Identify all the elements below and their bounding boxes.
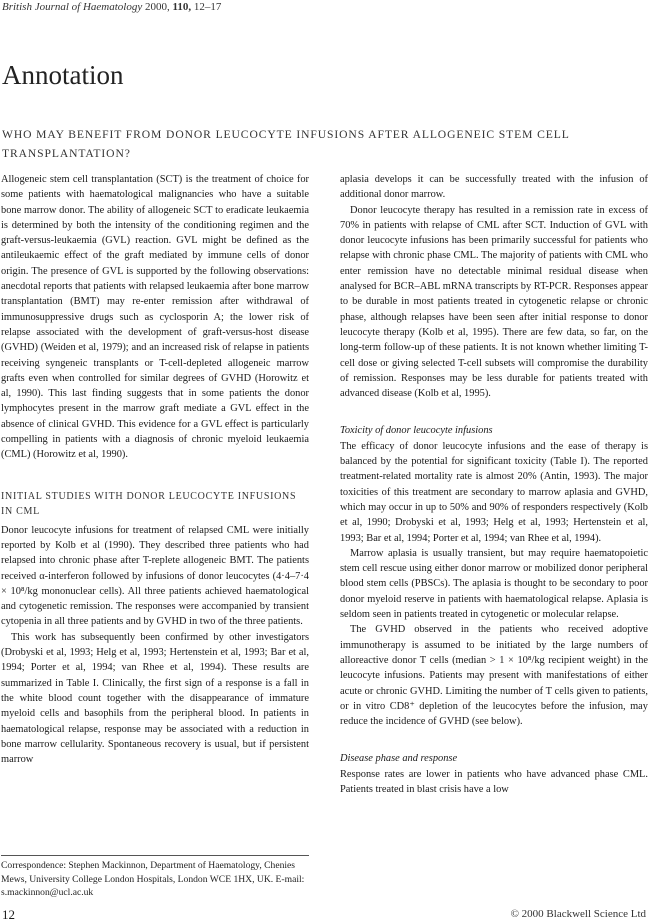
right-paragraph-gvhd: The GVHD observed in the patients who received adoptive immunotherapy is assumed to be initiated by the large numbers of alloreactive donor T cells (median > 1 × 10⁸/kg recipient weight) in the leucocyte infusions. Patients may present with manifestations of either acute or chronic GVHD. Limiting the number of T cells given to patients, or in vitro CD8⁺ depletion of the leucocytes before the infusion, may reduce the incidence of GVHD (see below). [340,624,648,728]
section-label: Annotation [2,60,124,90]
journal-year: 2000, [145,1,170,13]
journal-name: British Journal of Haematology [2,1,143,13]
right-paragraph-remission: Donor leucocyte therapy has resulted in a remission rate in excess of 70% in patients with relapse of CML after SCT. Induction of GVL with donor leucocyte infusions has been primarily successful for patients who relapse with chronic phase CML. The majority of patients with CML who enter remission have no detectable minimal residual disease when analysed for BCR–ABL mRNA transcripts by RT-PCR. Responses appear to be durable in most patients treated in cytogenetic relapse or chronic phase, although relapses have been seen after initial response to donor leucocyte therapy (Kolb et al, 1995). There are few data, so far, on the long-term follow-up of these patients. It is not known whether limiting T-cell dose or giving selected T-cell subsets will compromise the durability of remission. Responses may be less durable for patients treated with advanced disease (Kolb et al, 1995). [340,204,648,400]
article-title: WHO MAY BENEFIT FROM DONOR LEUCOCYTE INFUSIONS AFTER ALLOGENEIC STEM CELL TRANSPLANTATION? [2,128,570,160]
right-paragraph-marrow-aplasia: Marrow aplasia is usually transient, but may require haematopoietic stem cell rescue using either donor marrow or mobilized donor peripheral blood stem cells (PBSCs). The aplasia is thought to be secondary to poor donor myeloid reserve in patients with haematological relapse. Aplasia is seldom seen in patients treated in cytogenetic or molecular relapse. [340,547,648,621]
section-heading-initial-studies: INITIAL STUDIES WITH DONOR LEUCOCYTE INFUSIONS IN CML [1,490,297,517]
right-paragraph-efficacy: The efficacy of donor leucocyte infusions and the ease of therapy is balanced by the potential for significant toxicity (Table I). The reported treatment-related mortality rate is almost 20% (Antin, 1993). The major toxicities of this treatment are secondary to marrow aplasia and GVHD, which may occur in up to 50% and 90% of responders respectively (Kolb et al, 1990; Drobyski et al, 1993; Helg et al, 1993; Hertenstein et al, 1993; Bar et al, 1994; Porter et al, 1994; van Rhee et al, 1994). [340,440,648,544]
subheading-toxicity: Toxicity of donor leucocyte infusions [340,425,493,437]
left-paragraph-intro: Allogeneic stem cell transplantation (SCT) is the treatment of choice for some patients with haematological malignancies who have a suitable bone marrow donor. The ability of allogeneic SCT to eradicate leukaemia is determined by both the intensity of the conditioning regimen and the graft-versus-leukaemia (GVL) reaction. GVL might be defined as the antileukaemic effect of the graft mediated by immune cells of donor origin. The presence of GVL is supported by the following observations: anecdotal reports that patients with relapsed leukaemia after bone marrow transplantation (BMT) may re-enter remission after withdrawal of immunosuppressive drugs such as cyclosporin A; the lower risk of relapse associated with the development of graft-versus-host disease (GVHD) (Weiden et al, 1979); and an increased risk of relapse in patients receiving syngeneic transplants or T-cell-depleted allogeneic marrow grafts even when controlled for similar degrees of GVHD (Horowitz et al, 1990). This last finding suggests that in some patients the donor lymphocytes present in the marrow graft mediate a GVL effect in the absence of clinical GVHD. This evidence for a GVL effect is particularly compelling in patients with a diagnosis of chronic myeloid leukaemia (CML) (Horowitz et al, 1990). [1,174,309,461]
journal-pages: 12–17 [193,1,222,13]
left-column [1,172,309,852]
journal-volume: 110, [172,1,192,13]
left-paragraph-confirmation: This work has subsequently been confirmed by other investigators (Drobyski et al, 1993; Helg et al, 1993; Hertenstein et al, 1993; Bar et al, 1994; Porter et al, 1994; van Rhee et al, 1994). These results are summarized in Table I. Clinically, the first sign of a response is a fall in the white blood count together with the disappearance of immature myeloid cells and basophils from the peripheral blood. In patients in haematological relapse, response may be associated with a reduction in bone marrow cellularity. Spontaneous recovery is usual, but if persistent marrow [1,631,309,766]
running-head [2,1,221,13]
subheading-disease-phase: Disease phase and response [340,753,458,765]
left-paragraph-kolb: Donor leucocyte infusions for treatment of relapsed CML were initially reported by Kolb et al (1990). They described three patients who had relapsed into chronic phase after T-replete allogeneic BMT. The patients received α-interferon followed by infusions of donor leucocytes (4·4–7·4 × 10⁸/kg mononuclear cells). All three patients achieved haematological and cytogenetic remission. The responses were accompanied by transient cytopenia in all three patients and by GVHD in two of the three patients. [1,524,309,628]
page-number: 12 [2,907,15,922]
footnote-divider [1,855,309,856]
right-paragraph-aplasia: aplasia develops it can be successfully treated with the infusion of additional donor marrow. [340,174,648,201]
right-column [340,172,648,914]
copyright-notice: © 2000 Blackwell Science Ltd [510,908,646,920]
correspondence-footnote: Correspondence: Stephen Mackinnon, Department of Haematology, Chenies Mews, University College London Hospitals, London WCE 1HX, UK. E-mail: s.mackinnon@ucl.ac.uk [1,860,305,898]
right-paragraph-response-rates: Response rates are lower in patients who have advanced phase CML. Patients treated in blast crisis have a low [340,768,648,795]
